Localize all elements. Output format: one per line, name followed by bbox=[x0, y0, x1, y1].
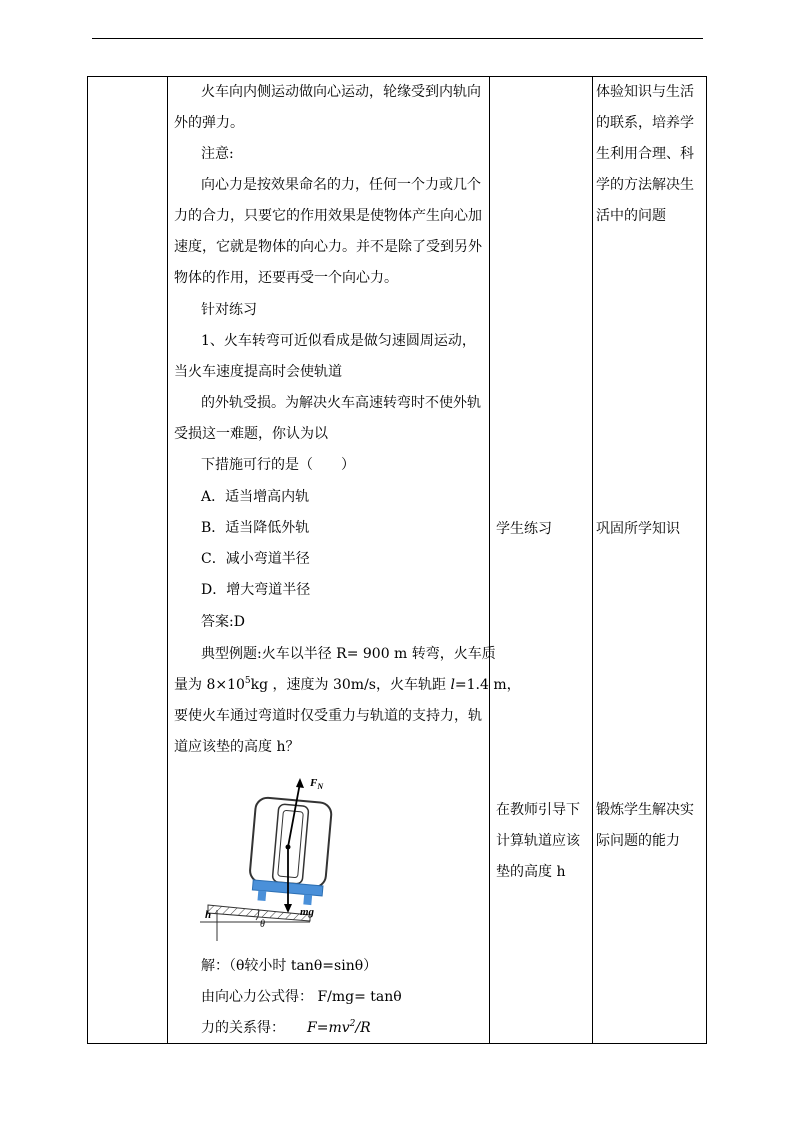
purpose-text: 的联系，培养学 bbox=[596, 115, 694, 131]
purpose-text: 体验知识与生活 bbox=[596, 84, 694, 100]
table-border-right bbox=[706, 76, 707, 1044]
text-line: 火车向内侧运动做向心运动，轮缘受到内轨向 bbox=[201, 84, 481, 100]
example-text: 量为 $8\times 10^5kg$ ，速度为 30m/s，火车轨距 l=1.4 m， bbox=[174, 676, 521, 693]
activity-guided: 计算轨道应该 bbox=[496, 833, 580, 849]
train-body bbox=[248, 797, 333, 906]
example-text: 典型例题:火车以半径 R= 900 m 转弯，火车质 bbox=[201, 646, 496, 662]
example-text: 要使火车通过弯道时仅受重力与轨道的支持力，轨 bbox=[174, 708, 482, 724]
table-border-left bbox=[87, 76, 88, 1044]
text-line: 力的合力，只要它的作用效果是使物体产生向心加 bbox=[174, 208, 482, 224]
h-label: h bbox=[205, 909, 212, 921]
activity-practice: 学生练习 bbox=[496, 521, 552, 537]
table-bottom-border bbox=[87, 1043, 707, 1044]
table-top-border bbox=[87, 76, 707, 77]
section-heading: 针对练习 bbox=[201, 302, 257, 318]
table-divider-1 bbox=[167, 76, 168, 1044]
option-d: D．增大弯道半径 bbox=[201, 582, 311, 598]
purpose-text: 活中的问题 bbox=[596, 208, 666, 224]
theta-label: θ bbox=[260, 919, 265, 930]
purpose-text: 锻炼学生解决实 bbox=[596, 802, 694, 818]
text-line: 注意: bbox=[201, 146, 234, 162]
activity-guided: 垫的高度 h bbox=[496, 864, 566, 880]
train-force-diagram bbox=[200, 775, 340, 950]
fn-label: $F_N$ bbox=[310, 777, 324, 791]
question-text: 当火车速度提高时会使轨道 bbox=[174, 364, 342, 380]
answer-text: 答案:D bbox=[201, 614, 245, 630]
text-line: 向心力是按效果命名的力，任何一个力或几个 bbox=[201, 177, 481, 193]
normal-force-arrowhead bbox=[296, 778, 304, 788]
example-text: 道应该垫的高度 h？ bbox=[174, 739, 300, 755]
option-b: B．适当降低外轨 bbox=[201, 520, 310, 536]
text-line: 外的弹力。 bbox=[174, 115, 244, 131]
table-divider-3 bbox=[592, 76, 593, 1044]
solution-text: 解：（θ较小时 tanθ=sinθ） bbox=[201, 958, 378, 974]
text-line: 速度，它就是物体的向心力。并不是除了受到另外 bbox=[174, 239, 482, 255]
question-text: 下措施可行的是（ ） bbox=[201, 457, 355, 473]
question-text: 1、火车转弯可近似看成是做匀速圆周运动， bbox=[201, 333, 476, 349]
solution-text: 力的关系得： $F=mv^2/R$ bbox=[201, 1019, 371, 1036]
question-text: 的外轨受损。为解决火车高速转弯时不使外轨 bbox=[201, 395, 481, 411]
gravity-arrowhead bbox=[284, 904, 292, 913]
center-of-mass bbox=[286, 845, 291, 850]
option-a: A．适当增高内轨 bbox=[201, 489, 310, 505]
text-line: 物体的作用，还要再受一个向心力。 bbox=[174, 270, 398, 286]
purpose-text: 际问题的能力 bbox=[596, 833, 680, 849]
activity-guided: 在教师引导下 bbox=[496, 802, 580, 818]
purpose-text: 学的方法解决生 bbox=[596, 177, 694, 193]
solution-text: 由向心力公式得： F/mg= tanθ bbox=[201, 989, 402, 1005]
table-divider-2 bbox=[489, 76, 490, 1044]
option-c: C．减小弯道半径 bbox=[201, 551, 310, 567]
purpose-text: 生利用合理、科 bbox=[596, 146, 694, 162]
mg-label: mg bbox=[300, 906, 315, 918]
question-text: 受损这一难题，你认为以 bbox=[174, 426, 328, 442]
purpose-text: 巩固所学知识 bbox=[596, 521, 680, 537]
header-rule bbox=[92, 38, 703, 39]
